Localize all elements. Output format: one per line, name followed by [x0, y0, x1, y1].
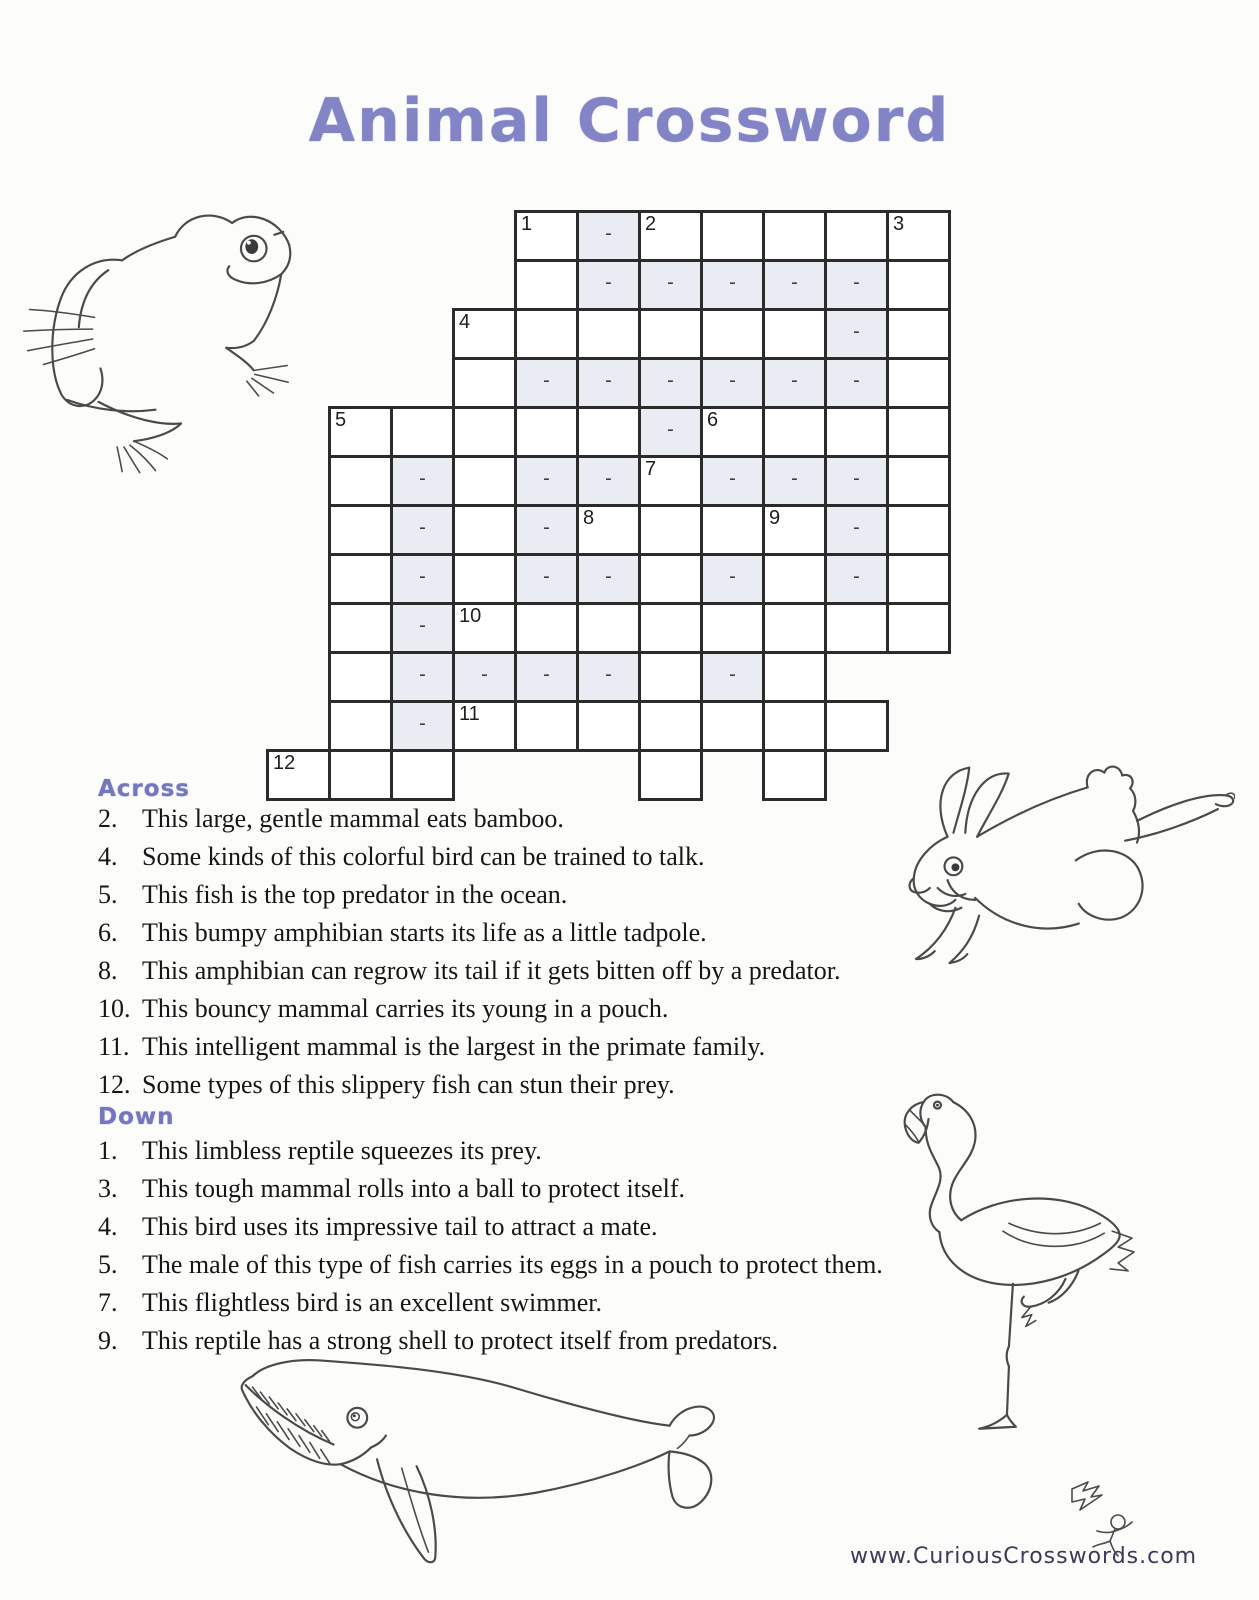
whale-icon — [205, 1315, 723, 1572]
grid-cell-r8c7[interactable] — [700, 602, 765, 654]
grid-cell-number: 9 — [769, 507, 781, 529]
grid-cell-r4c8[interactable] — [762, 406, 827, 458]
grid-cell-number: 4 — [459, 311, 471, 333]
grid-cell-r2c8[interactable] — [762, 308, 827, 360]
grid-cell-r7c3[interactable] — [452, 553, 517, 605]
grid-cell-r7c1[interactable] — [328, 553, 393, 605]
clue-number: 4. — [98, 1212, 118, 1241]
grid-cell-r10c1[interactable] — [328, 700, 393, 752]
unused-cell-dash: - — [605, 369, 612, 392]
clue-text: The male of this type of fish carries its eggs in a pouch to protect them. — [142, 1250, 883, 1279]
grid-cell-r11c2[interactable] — [390, 749, 455, 801]
across-header: Across — [98, 776, 190, 802]
unused-cell-dash: - — [791, 369, 798, 392]
unused-cell-dash: - — [667, 271, 674, 294]
grid-cell-r2c6[interactable] — [638, 308, 703, 360]
unused-cell-dash: - — [419, 614, 426, 637]
grid-cell-r3c10[interactable] — [886, 357, 951, 409]
grid-cell-r3c9 — [824, 357, 889, 409]
grid-cell-r3c4 — [514, 357, 579, 409]
grid-cell-r7c6[interactable] — [638, 553, 703, 605]
clue-number: 3. — [98, 1174, 118, 1203]
unused-cell-dash: - — [419, 516, 426, 539]
unused-cell-dash: - — [605, 271, 612, 294]
unused-cell-dash: - — [543, 467, 550, 490]
unused-cell-dash: - — [543, 663, 550, 686]
clue-text: Some kinds of this colorful bird can be trained to talk. — [142, 842, 705, 871]
grid-cell-r10c2 — [390, 700, 455, 752]
clue-number: 4. — [98, 842, 118, 871]
grid-cell-r6c9 — [824, 504, 889, 556]
grid-cell-r8c3[interactable] — [452, 602, 517, 654]
grid-cell-r9c1[interactable] — [328, 651, 393, 703]
clue-number: 1. — [98, 1136, 118, 1165]
grid-cell-r6c6[interactable] — [638, 504, 703, 556]
unused-cell-dash: - — [729, 663, 736, 686]
grid-cell-r10c8[interactable] — [762, 700, 827, 752]
unused-cell-dash: - — [605, 467, 612, 490]
clue-text: This limbless reptile squeezes its prey. — [142, 1136, 542, 1165]
clue-text: This bumpy amphibian starts its life as a little tadpole. — [142, 918, 707, 947]
across-clue-8 — [98, 956, 998, 994]
unused-cell-dash: - — [853, 271, 860, 294]
unused-cell-dash: - — [481, 663, 488, 686]
grid-cell-r4c5[interactable] — [576, 406, 641, 458]
grid-cell-number: 8 — [583, 507, 595, 529]
clue-text: This intelligent mammal is the largest in the primate family. — [142, 1032, 766, 1061]
grid-cell-r3c8 — [762, 357, 827, 409]
grid-cell-r7c7 — [700, 553, 765, 605]
grid-cell-r5c7 — [700, 455, 765, 507]
grid-cell-r3c3[interactable] — [452, 357, 517, 409]
flamingo-icon — [862, 1072, 1140, 1445]
unused-cell-dash: - — [729, 369, 736, 392]
grid-cell-r7c4 — [514, 553, 579, 605]
grid-cell-r10c7[interactable] — [700, 700, 765, 752]
unused-cell-dash: - — [667, 418, 674, 441]
grid-cell-r1c5 — [576, 259, 641, 311]
page-title: Animal Crossword — [308, 86, 951, 156]
clue-text: This tough mammal rolls into a ball to protect itself. — [142, 1174, 686, 1203]
grid-cell-r0c6[interactable] — [638, 210, 703, 262]
clue-text: This flightless bird is an excellent swimmer. — [142, 1288, 602, 1317]
grid-cell-r2c5[interactable] — [576, 308, 641, 360]
unused-cell-dash: - — [853, 467, 860, 490]
unused-cell-dash: - — [791, 271, 798, 294]
grid-cell-r5c3[interactable] — [452, 455, 517, 507]
across-clue-4 — [98, 842, 998, 880]
unused-cell-dash: - — [605, 663, 612, 686]
across-clue-11 — [98, 1032, 998, 1070]
grid-cell-r0c7[interactable] — [700, 210, 765, 262]
grid-cell-number: 2 — [645, 213, 657, 235]
grid-cell-r0c8[interactable] — [762, 210, 827, 262]
grid-cell-r2c9 — [824, 308, 889, 360]
clue-text: This bird uses its impressive tail to attract a mate. — [142, 1212, 658, 1241]
grid-cell-r1c10[interactable] — [886, 259, 951, 311]
unused-cell-dash: - — [853, 369, 860, 392]
unused-cell-dash: - — [667, 369, 674, 392]
grid-cell-number: 3 — [893, 213, 905, 235]
grid-cell-r10c4[interactable] — [514, 700, 579, 752]
clue-number: 8. — [98, 956, 118, 985]
clue-number: 5. — [98, 880, 118, 909]
unused-cell-dash: - — [729, 271, 736, 294]
unused-cell-dash: - — [543, 565, 550, 588]
grid-cell-r8c4[interactable] — [514, 602, 579, 654]
grid-cell-r7c9 — [824, 553, 889, 605]
grid-cell-number: 6 — [707, 409, 719, 431]
down-header: Down — [98, 1104, 175, 1130]
grid-cell-r8c2 — [390, 602, 455, 654]
grid-cell-r11c6[interactable] — [638, 749, 703, 801]
clue-number: 7. — [98, 1288, 118, 1317]
across-clue-6 — [98, 918, 998, 956]
grid-cell-r9c4 — [514, 651, 579, 703]
grid-cell-r7c2 — [390, 553, 455, 605]
grid-cell-r10c6[interactable] — [638, 700, 703, 752]
grid-cell-number: 5 — [335, 409, 347, 431]
grid-cell-r4c1[interactable] — [328, 406, 393, 458]
grid-cell-r6c10[interactable] — [886, 504, 951, 556]
clue-text: This amphibian can regrow its tail if it gets bitten off by a predator. — [142, 956, 841, 985]
unused-cell-dash: - — [853, 565, 860, 588]
grid-cell-r1c6 — [638, 259, 703, 311]
grid-cell-r6c7[interactable] — [700, 504, 765, 556]
unused-cell-dash: - — [729, 467, 736, 490]
across-clue-10 — [98, 994, 998, 1032]
grid-cell-r9c6[interactable] — [638, 651, 703, 703]
grid-cell-r8c6[interactable] — [638, 602, 703, 654]
grid-cell-r4c6 — [638, 406, 703, 458]
grid-cell-r1c7 — [700, 259, 765, 311]
grid-cell-r6c3[interactable] — [452, 504, 517, 556]
grid-cell-r5c8 — [762, 455, 827, 507]
grid-cell-r9c5 — [576, 651, 641, 703]
clue-number: 11. — [98, 1032, 130, 1061]
website-url: www.CuriousCrosswords.com — [850, 1544, 1198, 1569]
grid-cell-r5c5 — [576, 455, 641, 507]
grid-cell-r6c4 — [514, 504, 579, 556]
across-clue-2 — [98, 804, 998, 842]
unused-cell-dash: - — [853, 320, 860, 343]
grid-cell-r2c10[interactable] — [886, 308, 951, 360]
unused-cell-dash: - — [543, 369, 550, 392]
unused-cell-dash: - — [543, 516, 550, 539]
grid-cell-r3c7 — [700, 357, 765, 409]
rabbit-icon — [887, 742, 1235, 969]
across-clue-5 — [98, 880, 998, 918]
grid-cell-r10c3[interactable] — [452, 700, 517, 752]
grid-cell-r1c9 — [824, 259, 889, 311]
grid-cell-number: 7 — [645, 458, 657, 480]
grid-cell-r7c8[interactable] — [762, 553, 827, 605]
grid-cell-r4c4[interactable] — [514, 406, 579, 458]
grid-cell-r6c1[interactable] — [328, 504, 393, 556]
clue-text: Some types of this slippery fish can stun their prey. — [142, 1070, 675, 1099]
grid-cell-r6c8[interactable] — [762, 504, 827, 556]
grid-cell-r0c9[interactable] — [824, 210, 889, 262]
unused-cell-dash: - — [419, 663, 426, 686]
clue-number: 2. — [98, 804, 118, 833]
grid-cell-r10c5[interactable] — [576, 700, 641, 752]
grid-cell-r4c3[interactable] — [452, 406, 517, 458]
grid-cell-number: 1 — [521, 213, 533, 235]
clue-number: 6. — [98, 918, 118, 947]
grid-cell-number: 12 — [273, 752, 296, 774]
unused-cell-dash: - — [605, 565, 612, 588]
grid-cell-number: 10 — [459, 605, 482, 627]
grid-cell-r7c5 — [576, 553, 641, 605]
grid-cell-r8c1[interactable] — [328, 602, 393, 654]
grid-cell-r2c4[interactable] — [514, 308, 579, 360]
grid-cell-r5c9 — [824, 455, 889, 507]
frog-icon — [12, 198, 297, 481]
across-clue-list — [98, 804, 998, 1108]
stick-figure-lightning-icon — [1055, 1478, 1150, 1563]
grid-cell-r7c10[interactable] — [886, 553, 951, 605]
clue-number: 5. — [98, 1250, 118, 1279]
grid-cell-r8c9[interactable] — [824, 602, 889, 654]
grid-cell-r8c5[interactable] — [576, 602, 641, 654]
grid-cell-r4c2[interactable] — [390, 406, 455, 458]
grid-cell-r8c8[interactable] — [762, 602, 827, 654]
grid-cell-r1c8 — [762, 259, 827, 311]
unused-cell-dash: - — [419, 565, 426, 588]
unused-cell-dash: - — [729, 565, 736, 588]
clue-text: This fish is the top predator in the ocean. — [142, 880, 568, 909]
grid-cell-r3c5 — [576, 357, 641, 409]
grid-cell-r11c0[interactable] — [266, 749, 331, 801]
grid-cell-r11c1[interactable] — [328, 749, 393, 801]
grid-cell-r5c4 — [514, 455, 579, 507]
clue-number: 10. — [98, 994, 131, 1023]
grid-cell-r1c4[interactable] — [514, 259, 579, 311]
grid-cell-r5c1[interactable] — [328, 455, 393, 507]
grid-cell-r5c10[interactable] — [886, 455, 951, 507]
unused-cell-dash: - — [605, 222, 612, 245]
grid-cell-r4c7[interactable] — [700, 406, 765, 458]
grid-cell-r11c8[interactable] — [762, 749, 827, 801]
unused-cell-dash: - — [419, 467, 426, 490]
grid-cell-r5c6[interactable] — [638, 455, 703, 507]
grid-cell-r9c3 — [452, 651, 517, 703]
clue-text: This reptile has a strong shell to protect itself from predators. — [142, 1326, 779, 1355]
grid-cell-r0c5 — [576, 210, 641, 262]
grid-cell-number: 11 — [459, 703, 480, 725]
grid-cell-r2c3[interactable] — [452, 308, 517, 360]
unused-cell-dash: - — [853, 516, 860, 539]
clue-text: This bouncy mammal carries its young in a pouch. — [142, 994, 669, 1023]
clue-number: 12. — [98, 1070, 131, 1099]
grid-cell-r10c9[interactable] — [824, 700, 889, 752]
grid-cell-r3c6 — [638, 357, 703, 409]
grid-cell-r0c10[interactable] — [886, 210, 951, 262]
grid-cell-r8c10[interactable] — [886, 602, 951, 654]
clue-number: 9. — [98, 1326, 118, 1355]
grid-cell-r6c5[interactable] — [576, 504, 641, 556]
grid-cell-r4c10[interactable] — [886, 406, 951, 458]
grid-cell-r4c9[interactable] — [824, 406, 889, 458]
unused-cell-dash: - — [791, 467, 798, 490]
grid-cell-r5c2 — [390, 455, 455, 507]
grid-cell-r2c7[interactable] — [700, 308, 765, 360]
grid-cell-r6c2 — [390, 504, 455, 556]
grid-cell-r9c7 — [700, 651, 765, 703]
unused-cell-dash: - — [419, 712, 426, 735]
clue-text: This large, gentle mammal eats bamboo. — [142, 804, 564, 833]
grid-cell-r0c4[interactable] — [514, 210, 579, 262]
grid-cell-r9c8[interactable] — [762, 651, 827, 703]
grid-cell-r9c2 — [390, 651, 455, 703]
